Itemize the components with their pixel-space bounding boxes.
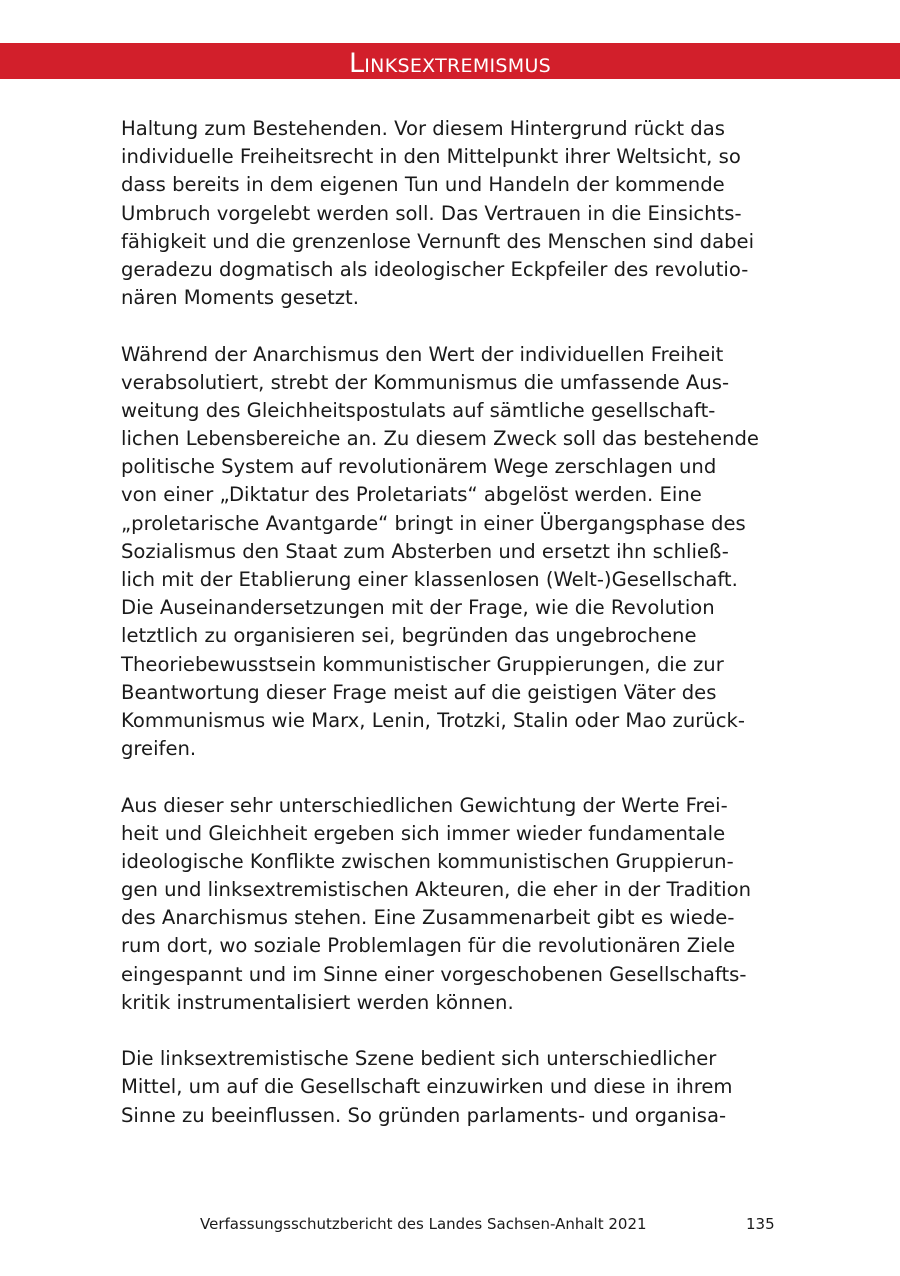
body-text <box>121 115 786 1158</box>
text-line: verabsolutiert, strebt der Kommunismus die umfassende Aus- <box>121 370 730 394</box>
text-line: rum dort, wo soziale Problemlagen für die revolutionären Ziele <box>121 934 736 958</box>
text-line: nären Moments gesetzt. <box>121 286 359 310</box>
text-line: Kommunismus wie Marx, Lenin, Trotzki, Stalin oder Mao zurück- <box>121 708 745 732</box>
text-line: Während der Anarchismus den Wert der individuellen Freiheit <box>121 342 724 366</box>
text-line: Die linksextremistische Szene bedient sich unterschiedlicher <box>121 1047 717 1071</box>
page-section-title: Linksextremismus <box>348 48 552 79</box>
text-line: Beantwortung dieser Frage meist auf die geistigen Väter des <box>121 680 717 704</box>
text-line: letztlich zu organisieren sei, begründen das ungebrochene <box>121 624 697 648</box>
text-line: weitung des Gleichheitspostulats auf sämtliche gesellschaft- <box>121 398 716 422</box>
text-line: Die Auseinandersetzungen mit der Frage, wie die Revolution <box>121 596 715 620</box>
text-line: Sozialismus den Staat zum Absterben und ersetzt ihn schließ- <box>121 539 729 563</box>
paragraph-3 <box>121 792 786 1018</box>
paragraph-1 <box>121 115 786 312</box>
text-line: lichen Lebensbereiche an. Zu diesem Zweck soll das bestehende <box>121 427 759 451</box>
text-line: politische System auf revolutionärem Wege zerschlagen und <box>121 455 717 479</box>
text-line: gen und linksextremistischen Akteuren, die eher in der Tradition <box>121 878 752 902</box>
text-line: heit und Gleichheit ergeben sich immer wieder fundamentale <box>121 821 726 845</box>
text-line: dass bereits in dem eigenen Tun und Handeln der kommende <box>121 173 725 197</box>
paragraph-4 <box>121 1045 786 1130</box>
text-line: kritik instrumentalisiert werden können. <box>121 990 514 1014</box>
text-line: Mittel, um auf die Gesellschaft einzuwirken und diese in ihrem <box>121 1075 733 1099</box>
text-line: lich mit der Etablierung einer klassenlosen (Welt-)Gesellschaft. <box>121 568 738 591</box>
text-line: Haltung zum Bestehenden. Vor diesem Hintergrund rückt das <box>121 117 725 140</box>
text-line: „proletarische Avantgarde“ bringt in einer Übergangsphase des <box>121 511 746 535</box>
text-line: fähigkeit und die grenzenlose Vernunft des Menschen sind dabei <box>121 229 755 253</box>
footer-publication-title: Verfassungsschutzbericht des Landes Sachsen-Anhalt 2021 <box>200 1215 647 1233</box>
text-line: von einer „Diktatur des Proletariats“ abgelöst werden. Eine <box>121 483 702 507</box>
text-line: eingespannt und im Sinne einer vorgeschobenen Gesellschafts- <box>121 962 747 986</box>
text-line: geradezu dogmatisch als ideologischer Eckpfeiler des revolutio- <box>121 257 749 281</box>
text-line: des Anarchismus stehen. Eine Zusammenarbeit gibt es wiede- <box>121 906 735 930</box>
text-line: ideologische Konflikte zwischen kommunistischen Gruppierun- <box>121 849 734 873</box>
page-number: 135 <box>746 1215 775 1233</box>
text-line: Umbruch vorgelebt werden soll. Das Vertrauen in die Einsichts- <box>121 201 742 225</box>
text-line: greifen. <box>121 737 197 761</box>
text-line: individuelle Freiheitsrecht in den Mittelpunkt ihrer Weltsicht, so <box>121 145 741 169</box>
paragraph-2 <box>121 341 786 764</box>
text-line: Theoriebewusstsein kommunistischer Gruppierungen, die zur <box>121 652 724 676</box>
text-line: Aus dieser sehr unterschiedlichen Gewichtung der Werte Frei- <box>121 793 728 817</box>
text-line: Sinne zu beeinflussen. So gründen parlaments- und organisa- <box>121 1103 727 1127</box>
